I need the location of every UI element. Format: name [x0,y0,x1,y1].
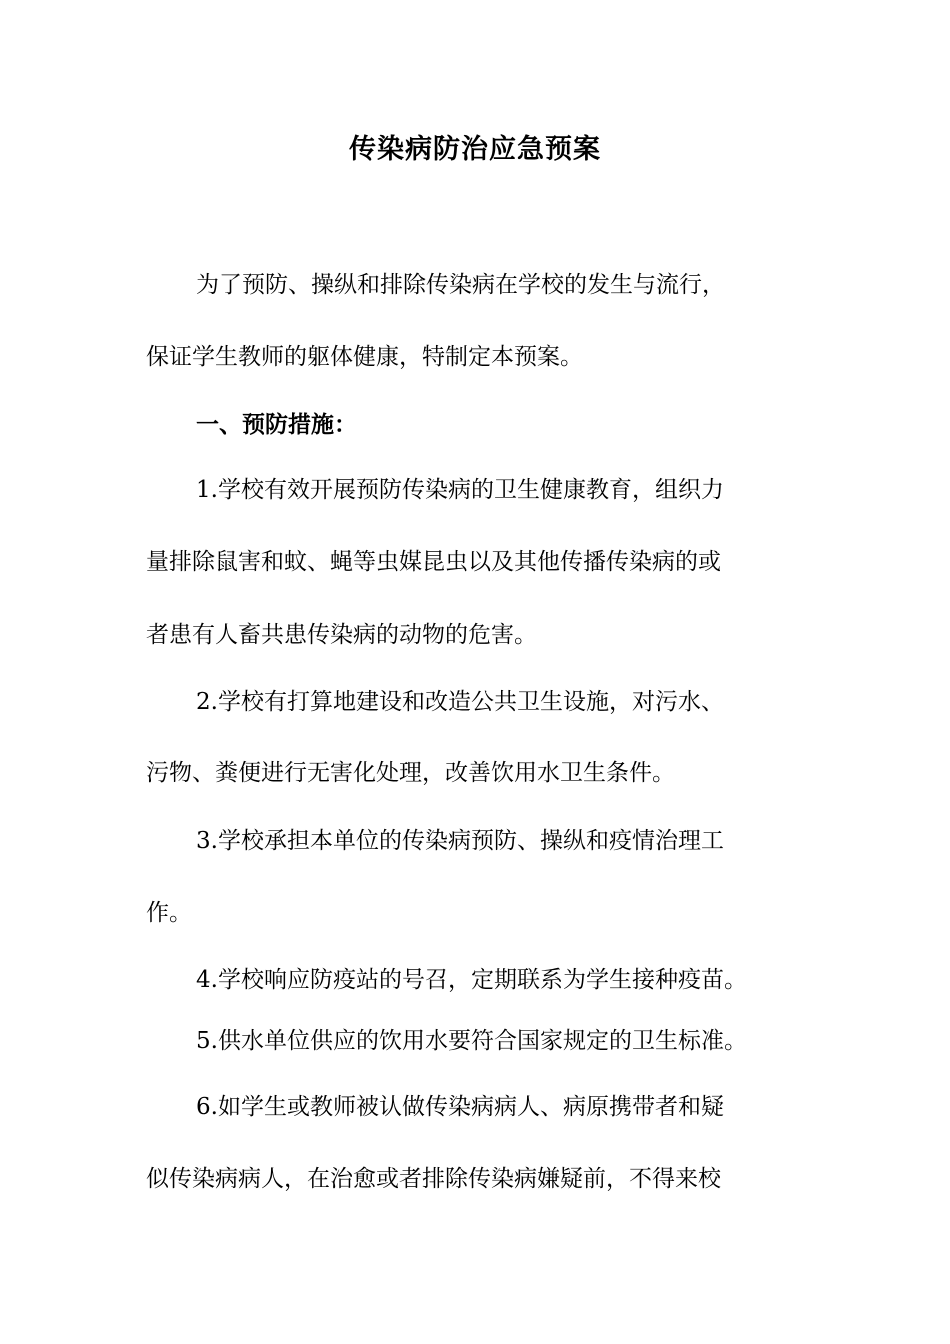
section-heading: 一、预防措施： [196,411,357,438]
paragraph-line: 6.如学生或教师被认做传染病病人、病原携带者和疑 [196,1094,724,1120]
paragraph-line: 量排除鼠害和蚊、蝇等虫媒昆虫以及其他传播传染病的或 [146,549,721,575]
paragraph-line: 4.学校响应防疫站的号召，定期联系为学生接种疫苗。 [196,967,747,993]
paragraph-line: 作。 [146,900,192,926]
paragraph-line: 者患有人畜共患传染病的动物的危害。 [146,622,537,648]
document-title: 传染病防治应急预案 [349,134,601,165]
paragraph-line: 保证学生教师的躯体健康，特制定本预案。 [146,344,583,370]
paragraph-line: 3.学校承担本单位的传染病预防、操纵和疫情治理工 [196,828,724,854]
paragraph-line: 为了预防、操纵和排除传染病在学校的发生与流行， [196,272,725,298]
paragraph-line: 5.供水单位供应的饮用水要符合国家规定的卫生标准。 [196,1028,747,1054]
paragraph-line: 1.学校有效开展预防传染病的卫生健康教育，组织力 [196,477,724,503]
paragraph-line: 2.学校有打算地建设和改造公共卫生设施，对污水、 [196,689,724,715]
paragraph-line: 污物、粪便进行无害化处理，改善饮用水卫生条件。 [146,760,675,786]
paragraph-line: 似传染病病人，在治愈或者排除传染病嫌疑前，不得来校 [146,1166,721,1192]
